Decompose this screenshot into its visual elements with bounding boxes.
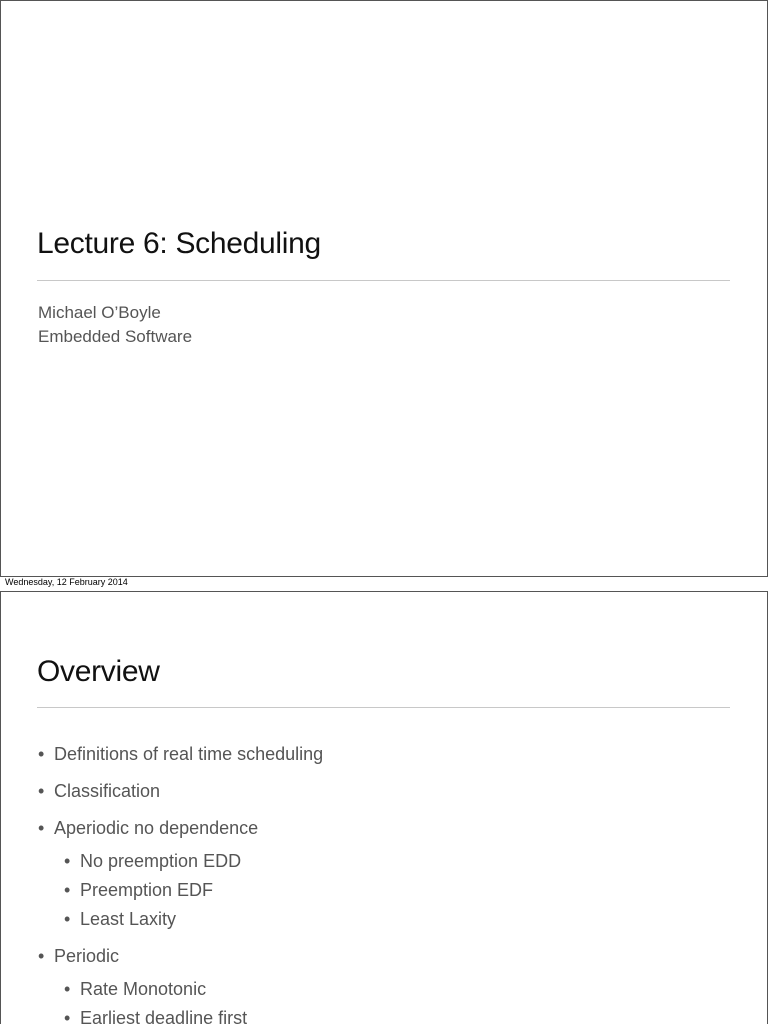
list-item-text: Earliest deadline first [80, 1008, 248, 1024]
bullet-icon: • [38, 781, 45, 801]
slide-date-label: Wednesday, 12 February 2014 [5, 577, 128, 587]
slide-overview [0, 591, 768, 1024]
list-item-text: Classification [54, 781, 161, 801]
bullet-icon: • [38, 946, 45, 966]
list-item-text: Definitions of real time scheduling [54, 744, 324, 764]
title-divider [37, 707, 730, 708]
list-item [38, 817, 323, 840]
overview-bullet-list [38, 743, 323, 1024]
title-divider [37, 280, 730, 281]
bullet-icon: • [38, 818, 45, 838]
list-item [38, 945, 323, 968]
bullet-icon: • [64, 909, 71, 929]
list-item-text: No preemption EDD [80, 851, 242, 871]
author-name: Michael O’Boyle [38, 303, 161, 322]
bullet-icon: • [64, 851, 71, 871]
list-item [38, 1007, 323, 1024]
list-item [38, 978, 323, 1001]
course-name: Embedded Software [38, 327, 193, 346]
list-item [38, 780, 323, 803]
list-item [38, 908, 323, 931]
list-item-text: Least Laxity [80, 909, 177, 929]
list-item [38, 850, 323, 873]
list-item-text: Aperiodic no dependence [54, 818, 259, 838]
list-item-text: Rate Monotonic [80, 979, 207, 999]
list-item-text: Periodic [54, 946, 120, 966]
overview-title: Overview [37, 655, 160, 688]
lecture-title: Lecture 6: Scheduling [37, 227, 321, 260]
bullet-icon: • [64, 880, 71, 900]
list-item-text: Preemption EDF [80, 880, 214, 900]
bullet-icon: • [38, 744, 45, 764]
list-item [38, 879, 323, 902]
subtitle-block [38, 301, 192, 349]
list-item [38, 743, 323, 766]
bullet-icon: • [64, 979, 71, 999]
bullet-icon: • [64, 1008, 71, 1024]
